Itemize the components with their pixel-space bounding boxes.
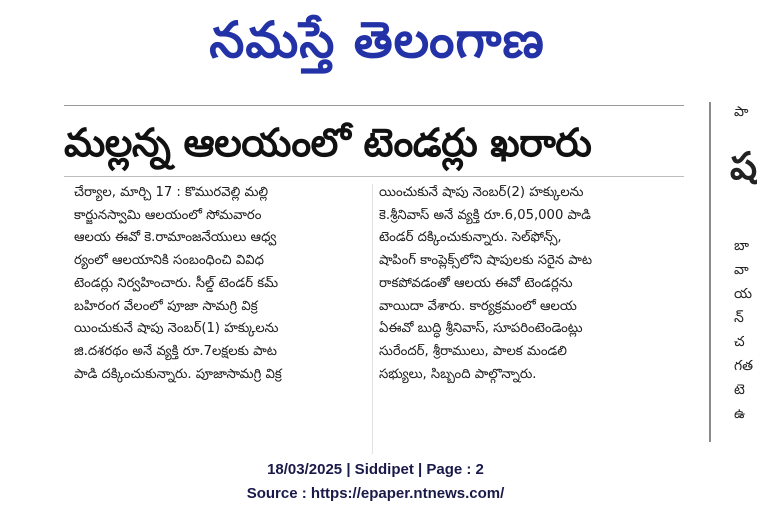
article-line: సురేందర్, శ్రీరాములు, పాలక మండలి [379, 343, 567, 359]
fragment-text: న్ [734, 310, 744, 326]
article-line: షాపింగ్ కాంప్లెక్స్‌లోని షాపులకు సరైన పాట [379, 253, 593, 269]
article-line: చేర్యాల, మార్చి 17 : కొమురవెల్లి మల్లి [74, 185, 269, 200]
adjacent-article-fragment [726, 96, 757, 456]
fragment-text: చ [734, 334, 745, 350]
fragment-text: వా [734, 262, 749, 278]
article-line: యించుకునే షాపు నెంబర్(1) హక్కులను [74, 321, 279, 337]
article-column-1 [74, 182, 379, 386]
article-line: సభ్యులు, సిబ్బంది పాల్గొన్నారు. [379, 366, 537, 382]
article-line: ఏఈవో బుద్ధి శ్రీనివాస్, సూపరింటెండెంట్లు [379, 321, 583, 337]
fragment-text: పా [734, 104, 749, 120]
fragment-text: గత [734, 358, 754, 374]
article-headline: మల్లన్న ఆలయంలో టెండర్లు ఖరారు [64, 121, 592, 166]
article-line: కె.శ్రీనివాస్ అనే వ్యక్తి రూ.6,05,000 పాడి [379, 207, 591, 223]
article-line: కార్జునస్వామి ఆలయంలో సోమవారం [74, 207, 262, 223]
fragment-heading: ష [730, 144, 757, 188]
article-line: ర్యంలో ఆలయానికి సంబంధించి వివిధ [74, 253, 264, 269]
article-line: యించుకునే షాపు నెంబర్(2) హక్కులను [379, 185, 584, 200]
newspaper-masthead: నమస్తే తెలంగాణ [209, 11, 545, 69]
source-footer [0, 458, 751, 506]
article-line: టెండర్లు నిర్వహించారు. సీల్డ్ టెండర్ కమ్ [74, 275, 279, 291]
masthead-divider [64, 105, 684, 106]
article-line: జి.దశరథం అనే వ్యక్తి రూ.7లక్షలకు పాట [74, 343, 277, 359]
adjacent-article-border [709, 102, 711, 442]
article-line: రాకపోవడంతో ఆలయ ఈవో టెండర్లను [379, 275, 573, 291]
article-line: పాడి దక్కించుకున్నారు. పూజాసామగ్రి విక్ర [74, 366, 282, 382]
source-link: Source : https://epaper.ntnews.com/ [246, 485, 505, 502]
fragment-text: బా [734, 238, 750, 254]
fragment-text: టె [734, 382, 745, 398]
article-line: ఆలయ ఈవో కె.రామాంజనేయులు ఆధ్వ [74, 230, 277, 246]
fragment-text: ఉ [734, 406, 746, 422]
fragment-text: య [734, 286, 753, 302]
article-line: బహిరంగ వేలంలో పూజా సామగ్రి విక్ర [74, 298, 258, 314]
headline-divider [64, 176, 684, 177]
column-gutter [372, 184, 373, 454]
article-column-2 [379, 182, 684, 386]
article-line: వాయిదా వేశారు. కార్యక్రమంలో ఆలయ [379, 298, 577, 314]
edition-info: 18/03/2025 | Siddipet | Page : 2 [267, 461, 484, 478]
article-line: టెండర్ దక్కించుకున్నారు. సెల్‌ఫోన్స్, [379, 230, 562, 246]
